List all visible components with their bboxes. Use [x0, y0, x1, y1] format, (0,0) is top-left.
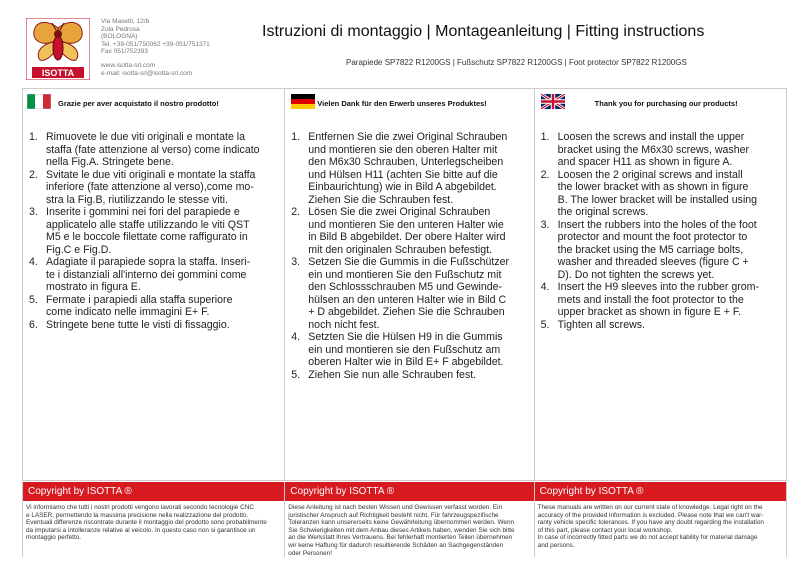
german-step-5: 5. Ziehen Sie nun alle Schrauben fest. — [291, 368, 477, 381]
english-step-4: 4. Insert the H9 sleeves into the rubber grom- mets and install the foot protector to the upper bracket as shown in figure E + F. — [540, 281, 760, 318]
italian-step-5: 5. Fermate i parapiedi alla staffa superiore come indicato nelle immagini E+ F. — [29, 293, 233, 318]
german-step-2: 2. Lösen Sie die zwei Original Schrauben und montieren Sie den unteren Halter wie in Bild B abgebildet. Der obere Halter wird mit den originalen Schrauben befestigt. — [291, 206, 506, 256]
instruction-panels — [22, 88, 786, 481]
disclaimer-text: Diese Anleitung ist nach besten Wissen und Gewissen verfasst worden. Ein juristischer Anspruch auf Richtigkeit besteht nicht. Für fahrzeugspezifische Toleranzen kann unsererseits keine Gewährleitung übernommen werden. Wenn Sie Schwierigkeiten mit dem Anbau dieses Artikels haben, wenden Sie sich bitte an die Werkstatt Ihres Vertrauens. Bei fehlerhaft montierten Teilen übernehmen wir keine Haftung für dadurch resultierende Schäden an Sachgegenständen oder Personen! — [288, 504, 515, 557]
german-step-1: 1. Entfernen Sie die zwei Original Schrauben und montieren sie den oberen Halter mit den M6x30 Schrauben, Unterlegscheiben und Hülsen H11 (achten Sie bitte auf die Einbaurichtung) wie in Bild A abgebildet. Ziehen Sie die Schrauben fest. — [291, 131, 508, 206]
english-disclaimer — [534, 482, 787, 557]
email-link[interactable]: e-mail: isotta-srl@isotta-srl.com — [101, 69, 193, 77]
english-step-1: 1. Loosen the screws and install the upper bracket using the M6x30 screws, washer and spacer H11 as shown in figure A. — [540, 131, 750, 168]
italian-panel — [22, 88, 285, 481]
disclaimer-footer — [22, 482, 786, 557]
german-panel — [284, 88, 534, 481]
disclaimer-text: These manuals are written on our current state of knowledge. Legal right on the accuracy of the provided information is excluded. Please note that we can't war- ranty vehicle specific tolerances. If you have any doubt regarding the installation of this part, please contact your local workshop. In case of incorrectly fitted parts we do not accept liability for material damage and persons. — [537, 504, 764, 549]
italian-greeting: Grazie per aver acquistato il nostro prodotto! — [58, 99, 219, 108]
address-line: Zola Pedrosa — [101, 25, 140, 33]
english-step-3: 3. Insert the rubbers into the holes of the foot protector and mount the foot protector to the bracket using the M5 carriage bolts, washer and threaded sleeves (figure C + D). Do not tighten the screws yet. — [540, 218, 757, 281]
address-line: (BOLOGNA) — [101, 33, 138, 41]
english-panel — [534, 88, 787, 481]
english-step-2: 2. Loosen the 2 original screws and install the lower bracket with as shown in figure B. The lower bracket will be installed using the original screws. — [540, 168, 758, 218]
germany-flag-icon — [291, 94, 315, 109]
address-line: Via Masetti, 12/b — [101, 18, 150, 25]
copyright-bar: Copyright by ISOTTA ® — [285, 482, 533, 501]
italian-step-6: 6. Stringete bene tutte le visti di fissaggio. — [29, 318, 230, 331]
english-greeting: Thank you for purchasing our products! — [594, 99, 738, 108]
italian-disclaimer — [22, 482, 285, 557]
italian-step-4: 4. Adagiate il parapiede sopra la staffa. Inseri- te i distanziali all'interno dei gommini come mostrato in figura E. — [29, 256, 251, 293]
copyright-bar: Copyright by ISOTTA ® — [535, 482, 786, 501]
disclaimer-text: Vi informiamo che tutti i nostri prodotti vengono lavorati secondo tecnologie CNC e LASER, permettendo la massima precisione nella realizzazione del prodotto. Eventuali differenze riscontrate durante il montaggio del prodotto sono probabilmente da imputarsi a intolleranze relative al veicolo. In questo caso non si garantisce un montaggio perfetto. — [26, 504, 267, 542]
german-disclaimer — [284, 482, 534, 557]
german-steps — [291, 131, 531, 381]
website-link[interactable]: www.isotta-srl.com — [101, 61, 156, 69]
german-step-3: 3. Setzen Sie die Gummis in die Fußschützer ein und montieren Sie den Fußschutz mit den Schlossschrauben M5 und Gewinde- hülsen an den unteren Halter wie in Bild C + D abgebildet. Ziehen Sie die Schrauben noch nicht fest. — [291, 256, 510, 331]
page-subtitle: Parapiede SP7822 R1200GS | Fußschutz SP7822 R1200GS | Foot protector SP7822 R1200GS — [346, 58, 687, 67]
italian-step-1: 1. Rimuovete le due viti originali e montate la staffa (fate attenzione al verso) come indicato nella Fig.A. Stringete bene. — [29, 131, 260, 168]
company-logo — [26, 18, 90, 80]
italian-step-2: 2. Svitate le due viti originali e montate la staffa inferiore (fate attenzione al verso),come mo- stra la Fig.B, riutilizzando le stesse viti. — [29, 168, 256, 206]
german-greeting: Vielen Dank für den Erwerb unseres Produktes! — [317, 99, 487, 108]
logo-text: ISOTTA — [41, 68, 75, 78]
english-steps — [541, 131, 783, 331]
isotta-wasp-logo-icon — [26, 18, 90, 80]
uk-flag-icon — [541, 94, 565, 109]
english-step-5: 5. Tighten all screws. — [540, 318, 645, 331]
page-title: Istruzioni di montaggio | Montageanleitung | Fitting instructions — [262, 23, 705, 40]
italian-steps — [29, 131, 281, 331]
italian-step-3: 3. Inserite i gommini nei fori del parapiede e applicatelo alle staffe utilizzando le viti QST M5 e le boccole filettate come raffigurato in Fig.C e Fig.D. — [29, 206, 250, 256]
phone-line: Tel. +39-051/750062 +39-051/751371 — [101, 40, 210, 48]
company-contact — [101, 18, 210, 77]
italy-flag-icon — [27, 94, 51, 109]
copyright-bar: Copyright by ISOTTA ® — [23, 482, 284, 501]
german-step-4: 4. Setzten Sie die Hülsen H9 in die Gummis ein und montieren sie den Fußschutz am oberen Halter wie in Bild E+ F abgebildet. — [291, 331, 504, 368]
fax-line: Fax 051/752393 — [101, 48, 148, 56]
